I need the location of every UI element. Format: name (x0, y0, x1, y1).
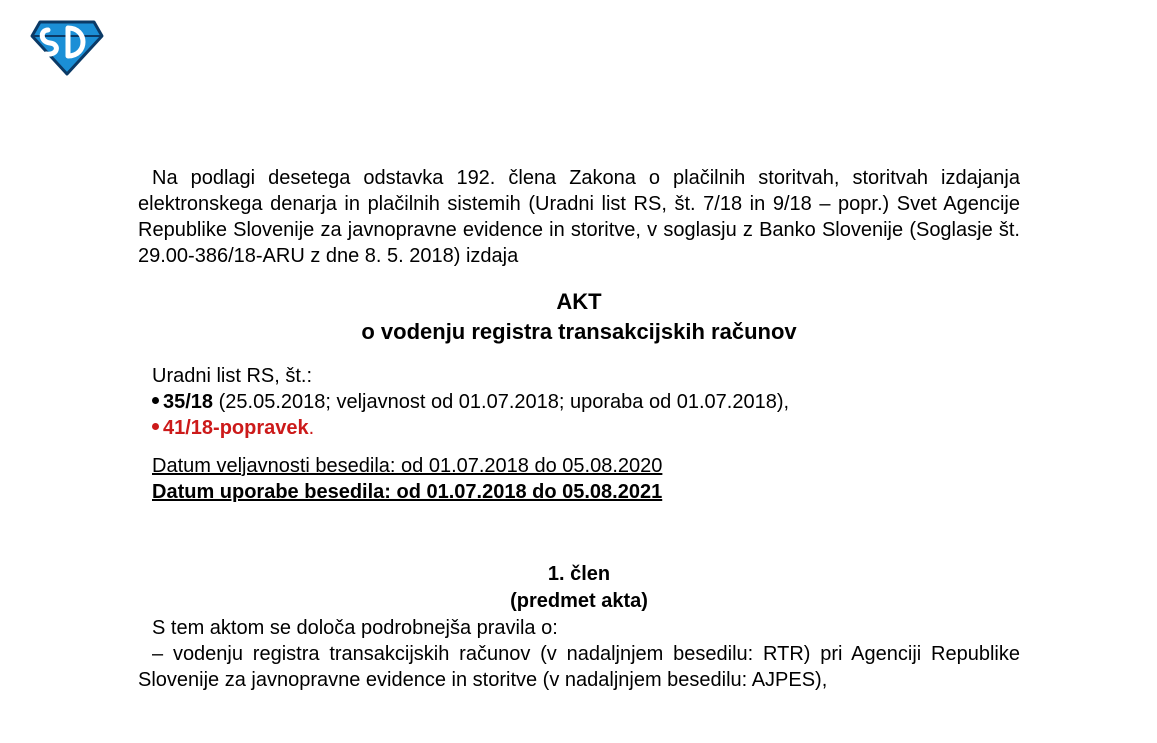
document-title (138, 287, 1020, 347)
publication-label: Uradni list RS, št.: (152, 365, 313, 387)
preamble-paragraph: Na podlagi desetega odstavka 192. člena Zakona o plačilnih storitvah, storitvah izdajanja elektronskega denarja in plačilnih sistemih (Uradni list RS, št. 7/18 in 9/18 – popr.) Svet Agencije Republike Slovenije za javnopravne evidence in storitve, v soglasju z Banko Slovenije (Soglasje št. 29.00-386/18-ARU z dne 8. 5. 2018) izdaja (138, 167, 1020, 267)
article-heading (138, 561, 1020, 615)
publication-correction-link[interactable]: 41/18-popravek (163, 417, 309, 439)
publication-entry (152, 389, 1020, 415)
application-date: Datum uporabe besedila: od 01.07.2018 do 05.08.2021 (152, 481, 663, 503)
sd-shield-logo-icon (30, 16, 104, 78)
bullet-icon (152, 397, 159, 404)
article-number: 1. člen (547, 563, 611, 585)
validity-date: Datum veljavnosti besedila: od 01.07.2018 do 05.08.2020 (152, 455, 663, 477)
publication-number-link[interactable]: 35/18 (163, 391, 214, 413)
article-subject: (predmet akta) (510, 590, 648, 612)
article-item: – vodenju registra transakcijskih računov (v nadaljnjem besedilu: RTR) pri Agenciji Republike Slovenije za javnopravne evidence in storitve (v nadaljnjem besedilu: AJPES), (138, 643, 1020, 691)
publication-block (138, 363, 1020, 441)
article-intro: S tem aktom se določa podrobnejša pravila o: (152, 617, 558, 639)
publication-details: . (308, 417, 315, 439)
publication-details: (25.05.2018; veljavnost od 01.07.2018; uporaba od 01.07.2018), (213, 391, 790, 413)
bullet-icon (152, 423, 159, 430)
title-line-subject: o vodenju registra transakcijskih računov (361, 319, 797, 344)
text-dates (138, 453, 1020, 505)
title-line-act: AKT (556, 289, 602, 314)
publication-entry-correction (152, 415, 1020, 441)
document-body (138, 165, 1020, 693)
